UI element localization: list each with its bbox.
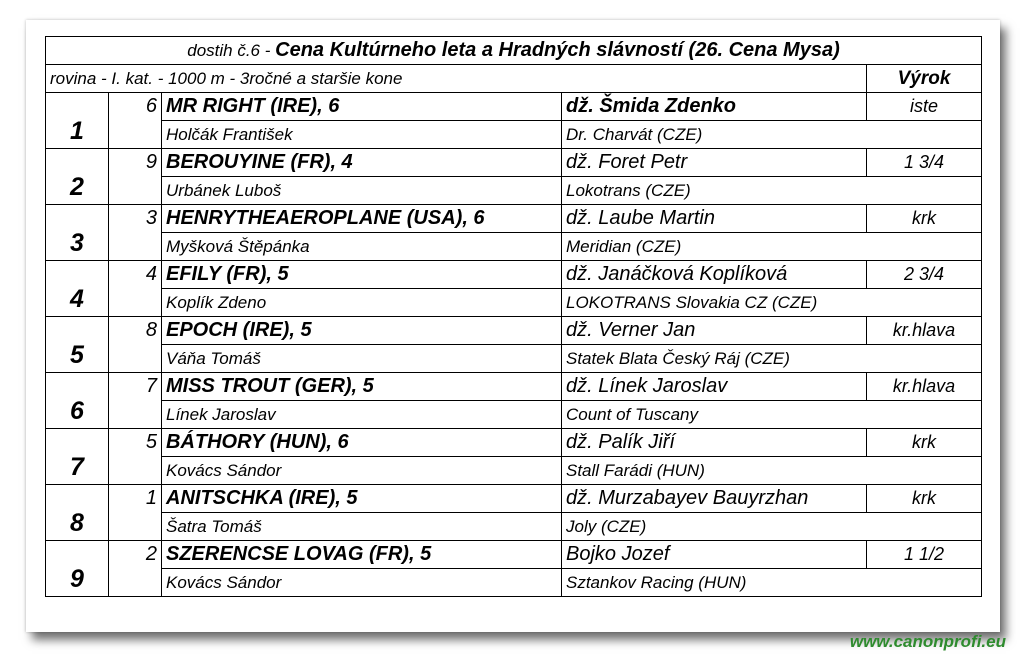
jockey-name: Kovács Sándor (162, 569, 562, 597)
horse-name: EFILY (FR), 5 (162, 261, 562, 289)
finish-place: 4 (46, 261, 109, 317)
start-number: 6 (109, 93, 162, 121)
jockey-name: Línek Jaroslav (162, 401, 562, 429)
result-subrow (46, 233, 982, 261)
start-number-spacer (109, 345, 162, 373)
start-number-spacer (109, 569, 162, 597)
start-number-spacer (109, 457, 162, 485)
finish-place: 6 (46, 373, 109, 429)
start-number-spacer (109, 233, 162, 261)
race-conditions: rovina - I. kat. - 1000 m - 3ročné a staršie kone (46, 65, 867, 93)
start-number: 3 (109, 205, 162, 233)
owner-name: Joly (CZE) (562, 513, 982, 541)
start-number: 1 (109, 485, 162, 513)
result-subrow (46, 121, 982, 149)
jockey-name: Kovács Sándor (162, 457, 562, 485)
start-number-spacer (109, 401, 162, 429)
result-row (46, 317, 982, 345)
jockey-name: Holčák František (162, 121, 562, 149)
margin-column-header: Výrok (867, 65, 982, 93)
finish-margin: kr.hlava (867, 373, 982, 401)
horse-name: EPOCH (IRE), 5 (162, 317, 562, 345)
trainer-name: Bojko Jozef (562, 541, 867, 569)
owner-name: Sztankov Racing (HUN) (562, 569, 982, 597)
race-title (46, 37, 982, 65)
start-number-spacer (109, 289, 162, 317)
owner-name: Statek Blata Český Ráj (CZE) (562, 345, 982, 373)
horse-name: SZERENCSE LOVAG (FR), 5 (162, 541, 562, 569)
finish-margin: krk (867, 205, 982, 233)
jockey-name: Šatra Tomáš (162, 513, 562, 541)
result-subrow (46, 177, 982, 205)
result-row (46, 205, 982, 233)
finish-margin: 1 1/2 (867, 541, 982, 569)
race-results-table (45, 36, 982, 597)
horse-name: HENRYTHEAEROPLANE (USA), 6 (162, 205, 562, 233)
start-number: 2 (109, 541, 162, 569)
finish-place: 1 (46, 93, 109, 149)
horse-name: BEROUYINE (FR), 4 (162, 149, 562, 177)
trainer-name: dž. Murzabayev Bauyrzhan (562, 485, 867, 513)
jockey-name: Urbánek Luboš (162, 177, 562, 205)
trainer-name: dž. Janáčková Koplíková (562, 261, 867, 289)
race-info-row (46, 65, 982, 93)
owner-name: Dr. Charvát (CZE) (562, 121, 982, 149)
trainer-name: dž. Šmida Zdenko (562, 93, 867, 121)
start-number-spacer (109, 513, 162, 541)
result-row (46, 541, 982, 569)
horse-name: BÁTHORY (HUN), 6 (162, 429, 562, 457)
result-subrow (46, 457, 982, 485)
result-row (46, 149, 982, 177)
horse-name: ANITSCHKA (IRE), 5 (162, 485, 562, 513)
owner-name: Stall Farádi (HUN) (562, 457, 982, 485)
horse-name: MR RIGHT (IRE), 6 (162, 93, 562, 121)
trainer-name: dž. Laube Martin (562, 205, 867, 233)
result-row (46, 429, 982, 457)
result-row (46, 261, 982, 289)
owner-name: Meridian (CZE) (562, 233, 982, 261)
result-row (46, 373, 982, 401)
finish-place: 5 (46, 317, 109, 373)
result-subrow (46, 289, 982, 317)
start-number: 8 (109, 317, 162, 345)
owner-name: Count of Tuscany (562, 401, 982, 429)
jockey-name: Myšková Štěpánka (162, 233, 562, 261)
start-number-spacer (109, 177, 162, 205)
result-subrow (46, 513, 982, 541)
start-number: 9 (109, 149, 162, 177)
result-row (46, 93, 982, 121)
start-number: 7 (109, 373, 162, 401)
trainer-name: dž. Verner Jan (562, 317, 867, 345)
race-title-row (46, 37, 982, 65)
start-number: 4 (109, 261, 162, 289)
result-subrow (46, 345, 982, 373)
result-row (46, 485, 982, 513)
finish-place: 2 (46, 149, 109, 205)
trainer-name: dž. Foret Petr (562, 149, 867, 177)
trainer-name: dž. Palík Jiří (562, 429, 867, 457)
start-number: 5 (109, 429, 162, 457)
jockey-name: Váňa Tomáš (162, 345, 562, 373)
jockey-name: Koplík Zdeno (162, 289, 562, 317)
finish-margin: krk (867, 429, 982, 457)
race-name: Cena Kultúrneho leta a Hradných slávností (26. Cena Mysa) (275, 39, 840, 61)
finish-margin: kr.hlava (867, 317, 982, 345)
owner-name: LOKOTRANS Slovakia CZ (CZE) (562, 289, 982, 317)
result-subrow (46, 569, 982, 597)
watermark: www.canonprofi.eu (849, 632, 1006, 651)
finish-margin: 1 3/4 (867, 149, 982, 177)
horse-name: MISS TROUT (GER), 5 (162, 373, 562, 401)
finish-margin: 2 3/4 (867, 261, 982, 289)
finish-place: 7 (46, 429, 109, 485)
finish-place: 9 (46, 541, 109, 597)
finish-margin: krk (867, 485, 982, 513)
owner-name: Lokotrans (CZE) (562, 177, 982, 205)
finish-margin: iste (867, 93, 982, 121)
trainer-name: dž. Línek Jaroslav (562, 373, 867, 401)
race-number: dostih č.6 - (187, 41, 276, 60)
result-subrow (46, 401, 982, 429)
finish-place: 3 (46, 205, 109, 261)
start-number-spacer (109, 121, 162, 149)
finish-place: 8 (46, 485, 109, 541)
